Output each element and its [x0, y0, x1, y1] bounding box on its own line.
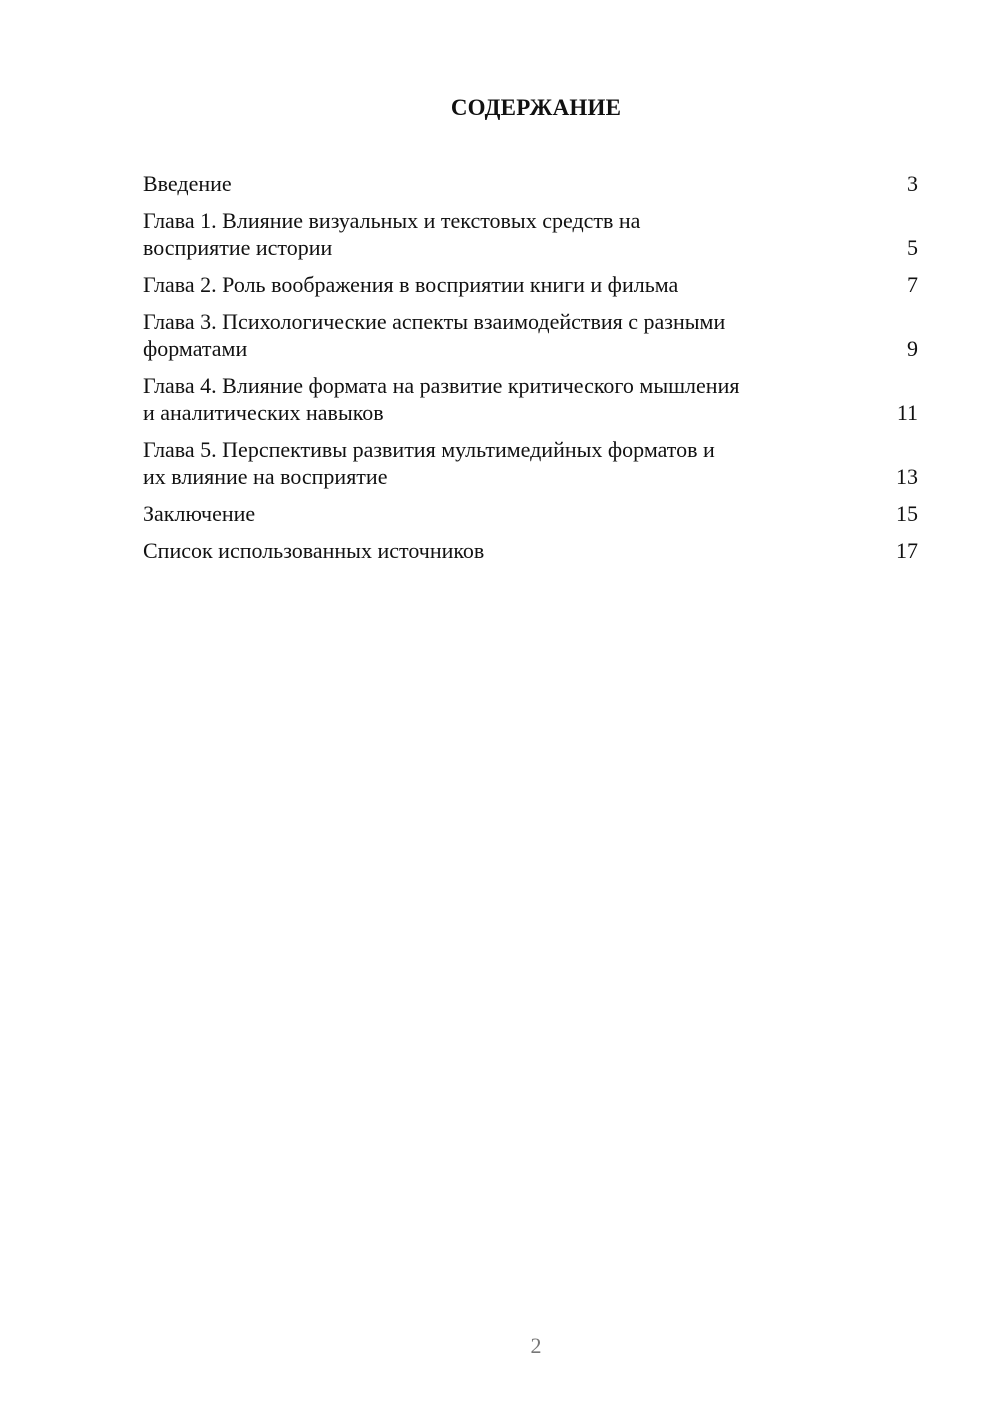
toc-entry-page: 5 [907, 235, 918, 260]
toc-entry-text: Глава 2. Роль воображения в восприятии книги и фильма [143, 272, 679, 297]
toc-entry-text: Введение [143, 171, 232, 196]
toc-entry-introduction[interactable] [143, 170, 918, 197]
toc-entry-chapter-4[interactable] [143, 372, 918, 426]
toc-entry-text: Список использованных источников [143, 538, 485, 563]
table-of-contents [143, 170, 918, 574]
toc-entry-text: Глава 3. Психологические аспекты взаимодействия с разными форматами [143, 309, 726, 361]
toc-entry-chapter-1[interactable] [143, 207, 918, 261]
toc-entry-page: 11 [896, 400, 918, 425]
page-title: СОДЕРЖАНИЕ [450, 95, 622, 120]
toc-entry-page: 9 [907, 336, 918, 361]
toc-entry-page: 15 [896, 501, 918, 526]
toc-entry-page: 7 [907, 272, 918, 297]
toc-entry-chapter-3[interactable] [143, 308, 918, 362]
toc-entry-chapter-5[interactable] [143, 436, 918, 490]
toc-entry-page: 13 [896, 464, 918, 489]
toc-entry-text: Глава 5. Перспективы развития мультимедийных форматов и их влияние на восприятие [143, 437, 715, 489]
toc-entry-text: Глава 4. Влияние формата на развитие критического мышления и аналитических навыков [143, 373, 740, 425]
toc-entry-text: Глава 1. Влияние визуальных и текстовых средств на восприятие истории [143, 208, 641, 260]
page-number: 2 [530, 1333, 542, 1358]
toc-entry-page: 17 [896, 538, 918, 563]
toc-entry-references[interactable] [143, 537, 918, 564]
toc-entry-page: 3 [907, 171, 918, 196]
toc-entry-text: Заключение [143, 501, 256, 526]
toc-entry-chapter-2[interactable] [143, 271, 918, 298]
toc-entry-conclusion[interactable] [143, 500, 918, 527]
